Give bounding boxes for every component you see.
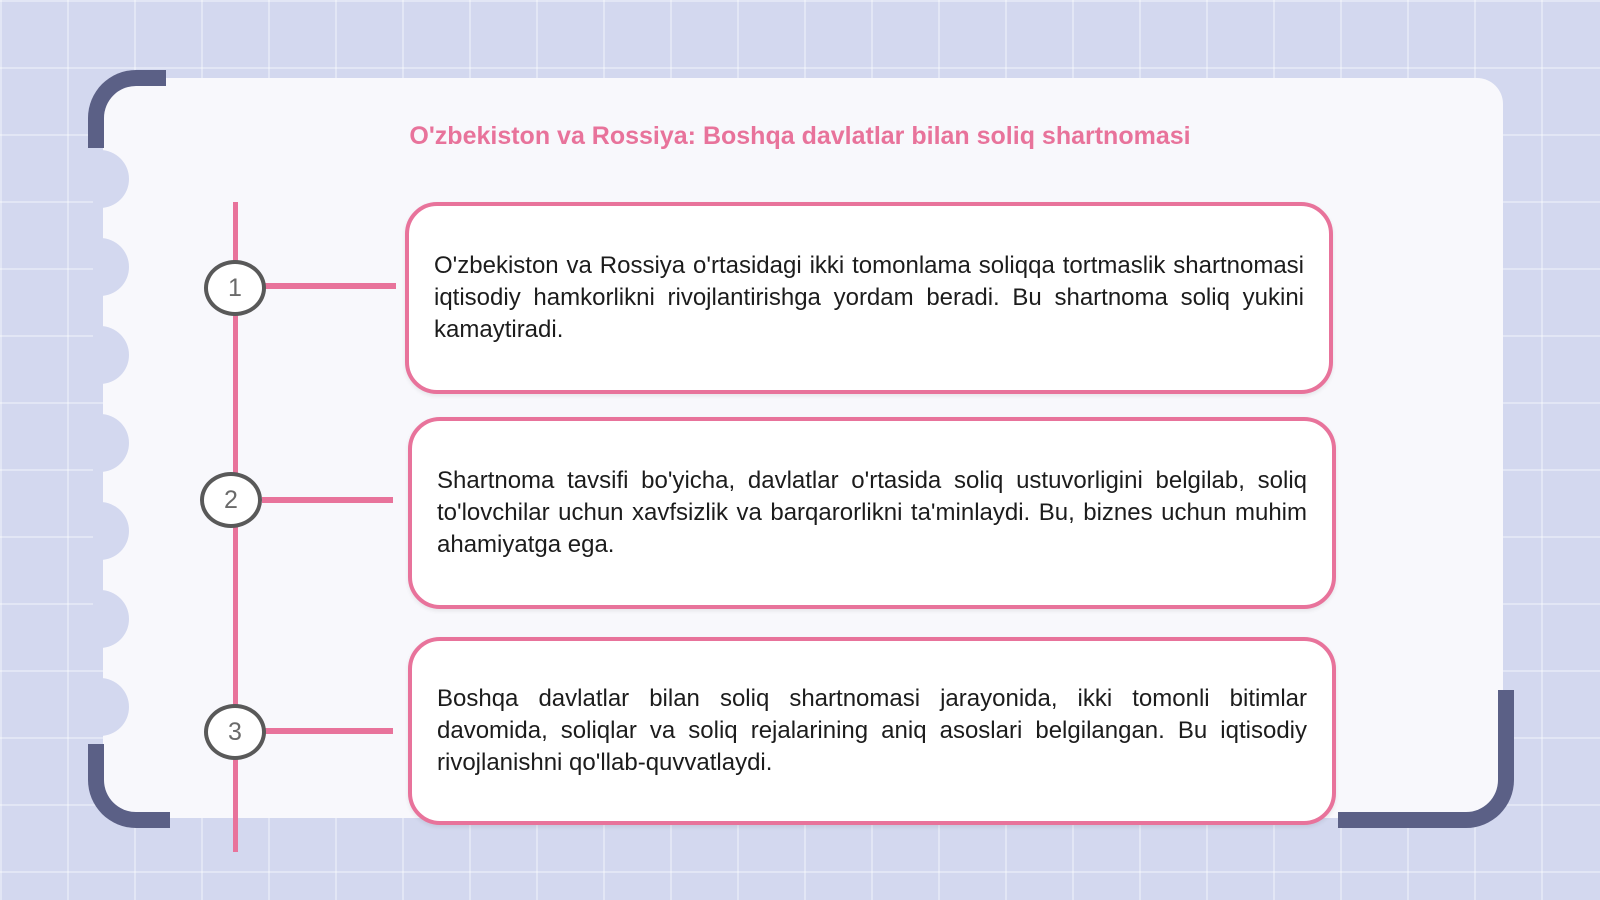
step-1-number: 1: [228, 273, 242, 302]
step-2-connector: [262, 497, 393, 503]
slide-title: O'zbekiston va Rossiya: Boshqa davlatlar bilan soliq shartnomasi: [409, 122, 1191, 150]
step-1-connector: [265, 283, 396, 289]
step-3-connector: [265, 728, 393, 734]
frame-corner-top-left: [88, 70, 166, 148]
step-2-text: Shartnoma tavsifi bo'yicha, davlatlar o'rtasida soliq ustuvorligini belgilab, soliq to'lovchilar uchun xavfsizlik va barqarorlikni ta'minlaydi. Bu, biznes uchun muhim ahamiyatga ega.: [437, 467, 1307, 558]
step-1-circle: [204, 260, 266, 316]
step-3-text: Boshqa davlatlar bilan soliq shartnomasi jarayonida, ikki tomonli bitimlar davomida, soliqlar va soliq rejalarining aniq asoslari belgilangan. Bu iqtisodiy rivojlanishni qo'llab-quvvatlaydi.: [437, 685, 1307, 776]
frame-corner-bottom-left: [88, 744, 170, 828]
step-2-number: 2: [224, 485, 238, 514]
step-3-circle: [204, 704, 266, 760]
step-3-number: 3: [228, 717, 242, 746]
step-1-box: [405, 202, 1333, 394]
step-1-text: O'zbekiston va Rossiya o'rtasidagi ikki tomonlama soliqqa tortmaslik shartnomasi iqtisodiy hamkorlikni rivojlantirishga yordam beradi. Bu shartnoma soliq yukini kamaytiradi.: [434, 252, 1304, 343]
frame-corner-bottom-right: [1338, 690, 1514, 828]
step-2-circle: [200, 472, 262, 528]
step-2-box: [408, 417, 1336, 609]
step-3-box: [408, 637, 1336, 825]
